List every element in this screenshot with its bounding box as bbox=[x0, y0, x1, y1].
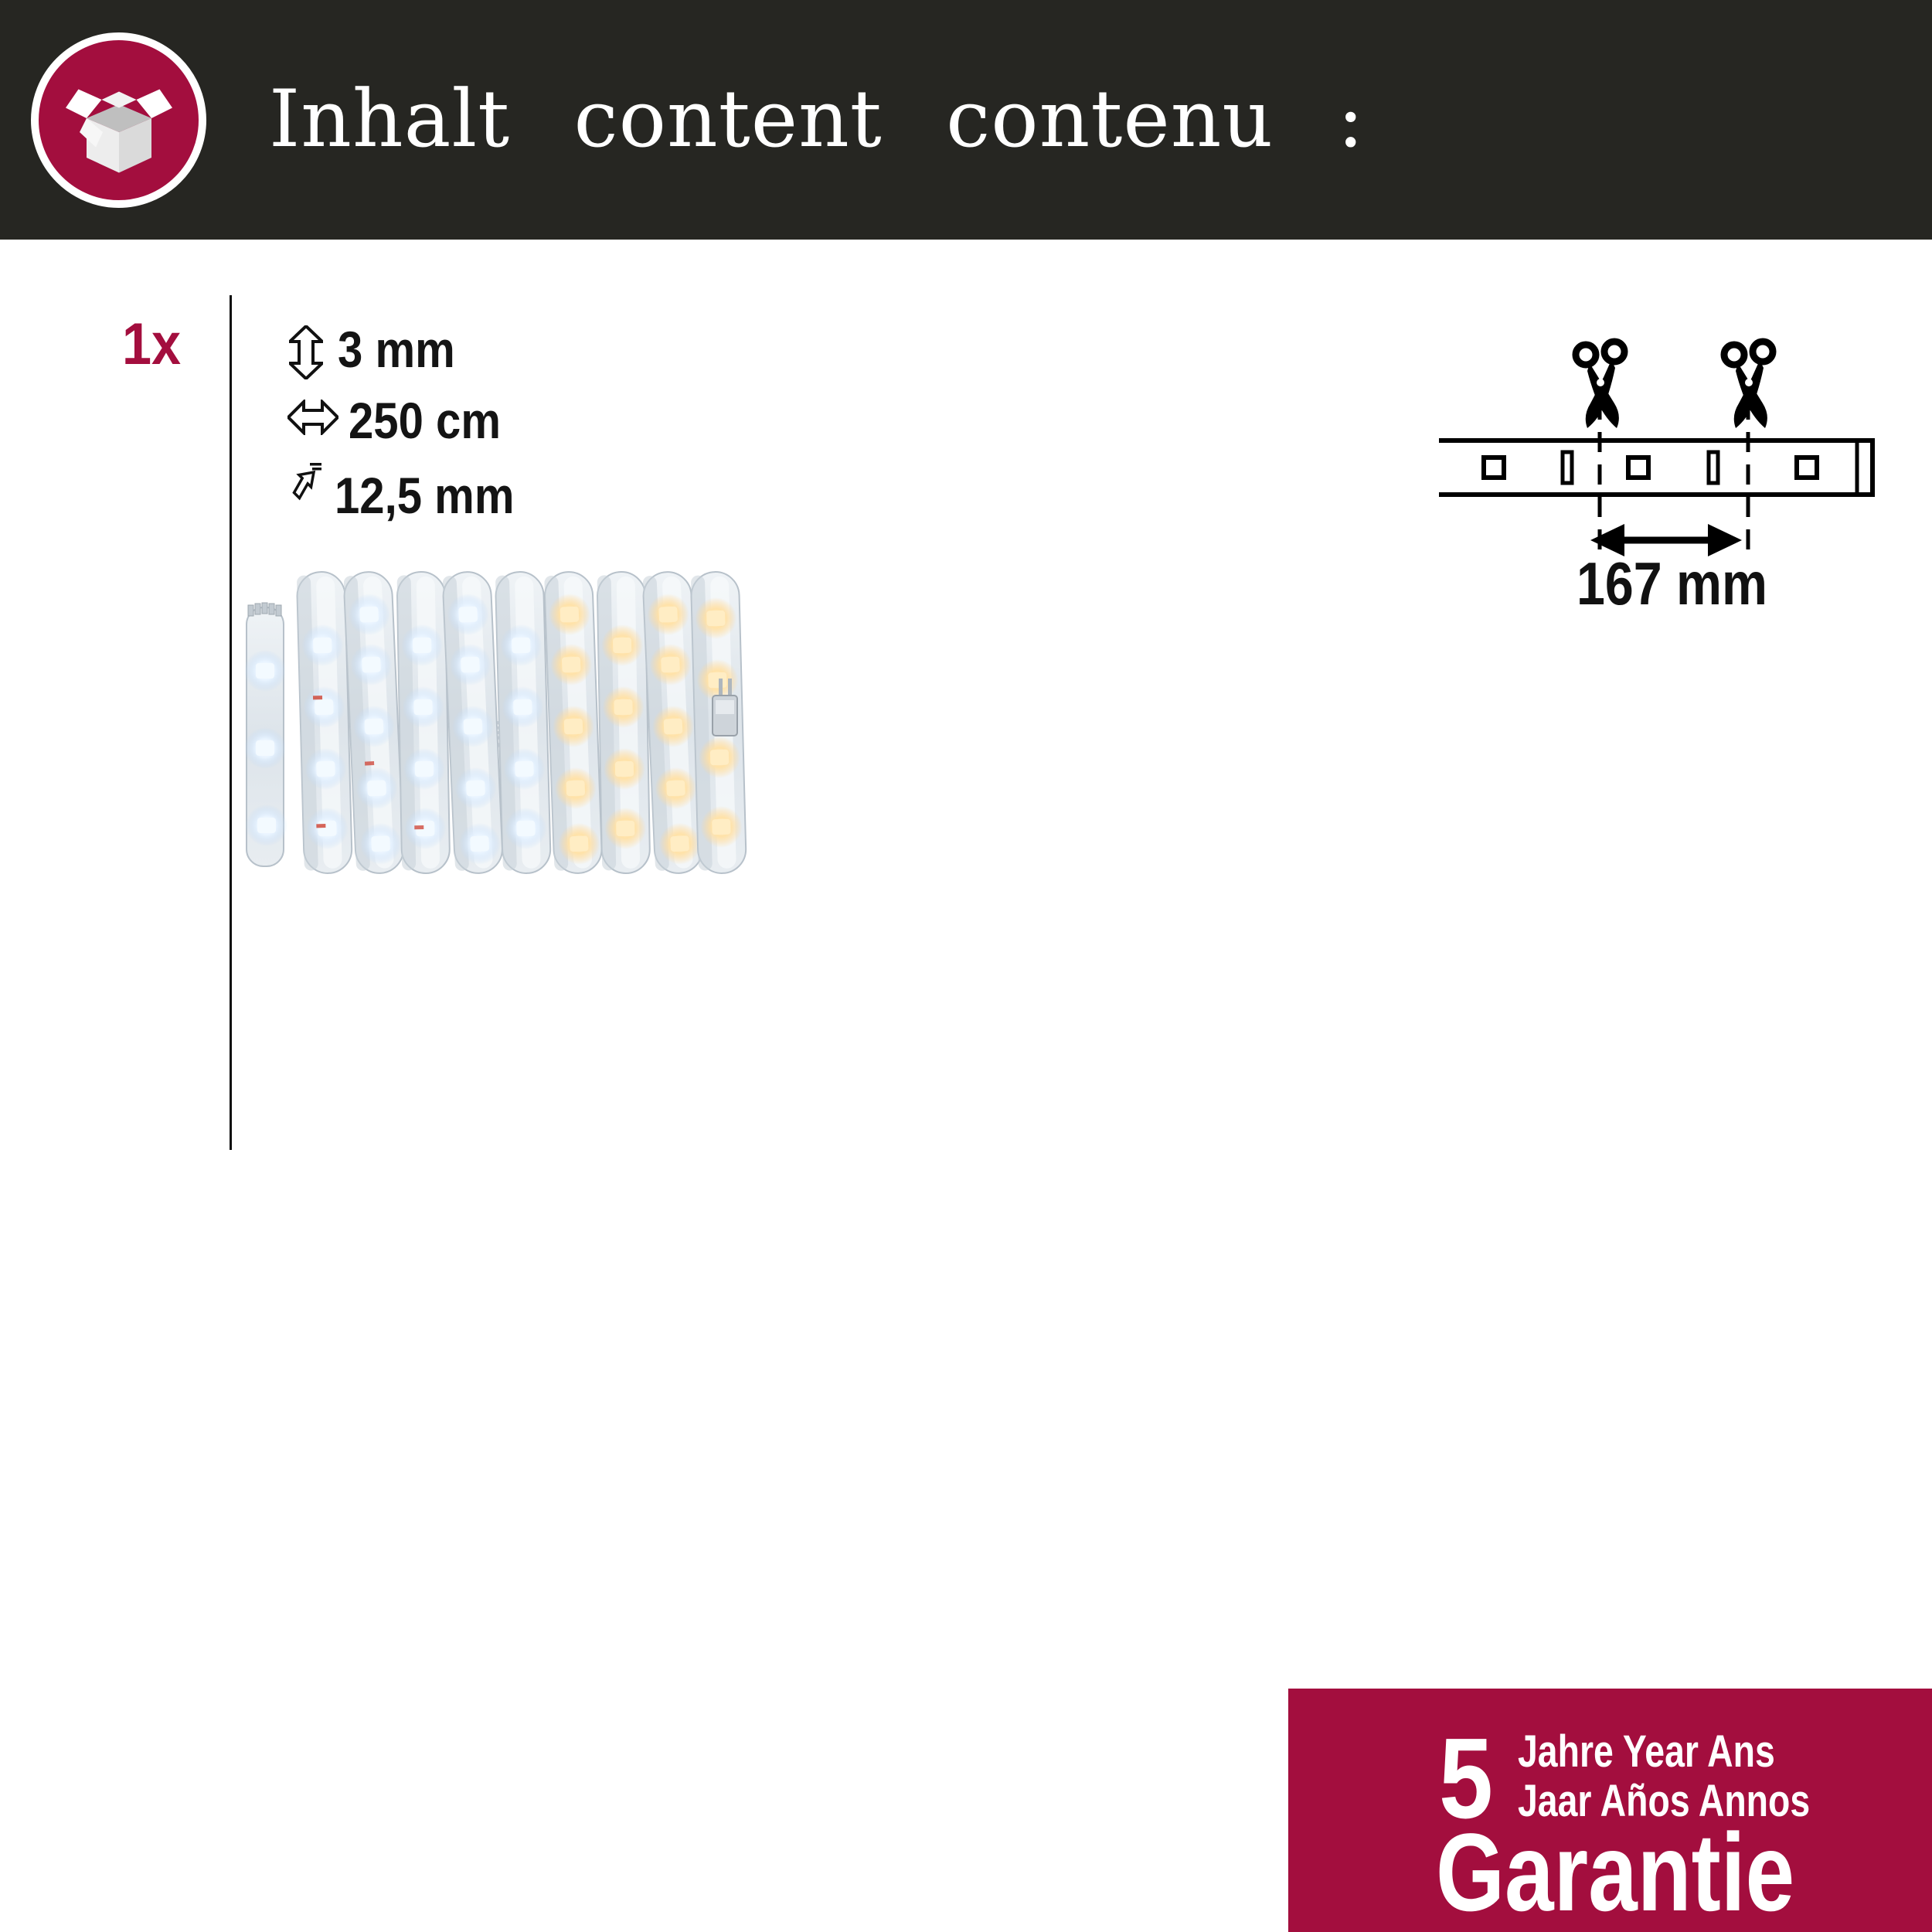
vertical-divider bbox=[230, 295, 232, 1150]
cut-dimension-label: 167 mm bbox=[1577, 549, 1767, 617]
package-badge bbox=[31, 32, 206, 208]
open-box-icon bbox=[61, 63, 177, 179]
led-strip-coil-image bbox=[240, 563, 750, 883]
spec-length: 250 cm bbox=[349, 392, 501, 449]
warranty-languages-line1: Jahre Year Ans bbox=[1518, 1726, 1775, 1777]
spec-width: 12,5 mm bbox=[335, 467, 515, 524]
quantity-label: 1x bbox=[122, 311, 182, 377]
page-title: Inhalt content contenu : bbox=[269, 73, 1365, 165]
header-bar bbox=[0, 0, 1932, 240]
warranty-years: 5 bbox=[1439, 1715, 1493, 1842]
strip-outline bbox=[1439, 440, 1872, 495]
spec-height: 3 mm bbox=[338, 321, 455, 378]
warranty-title: Garantie bbox=[1436, 1811, 1795, 1932]
coil-loops bbox=[297, 571, 747, 874]
warranty-block bbox=[1288, 1689, 1932, 1932]
strip-end-tab bbox=[244, 603, 287, 866]
warranty-languages-line2: Jaar Años Annos bbox=[1518, 1776, 1811, 1826]
length-double-arrow-icon bbox=[287, 400, 338, 435]
diagonal-width-arrow-icon bbox=[287, 461, 325, 503]
height-double-arrow-icon bbox=[289, 325, 323, 379]
